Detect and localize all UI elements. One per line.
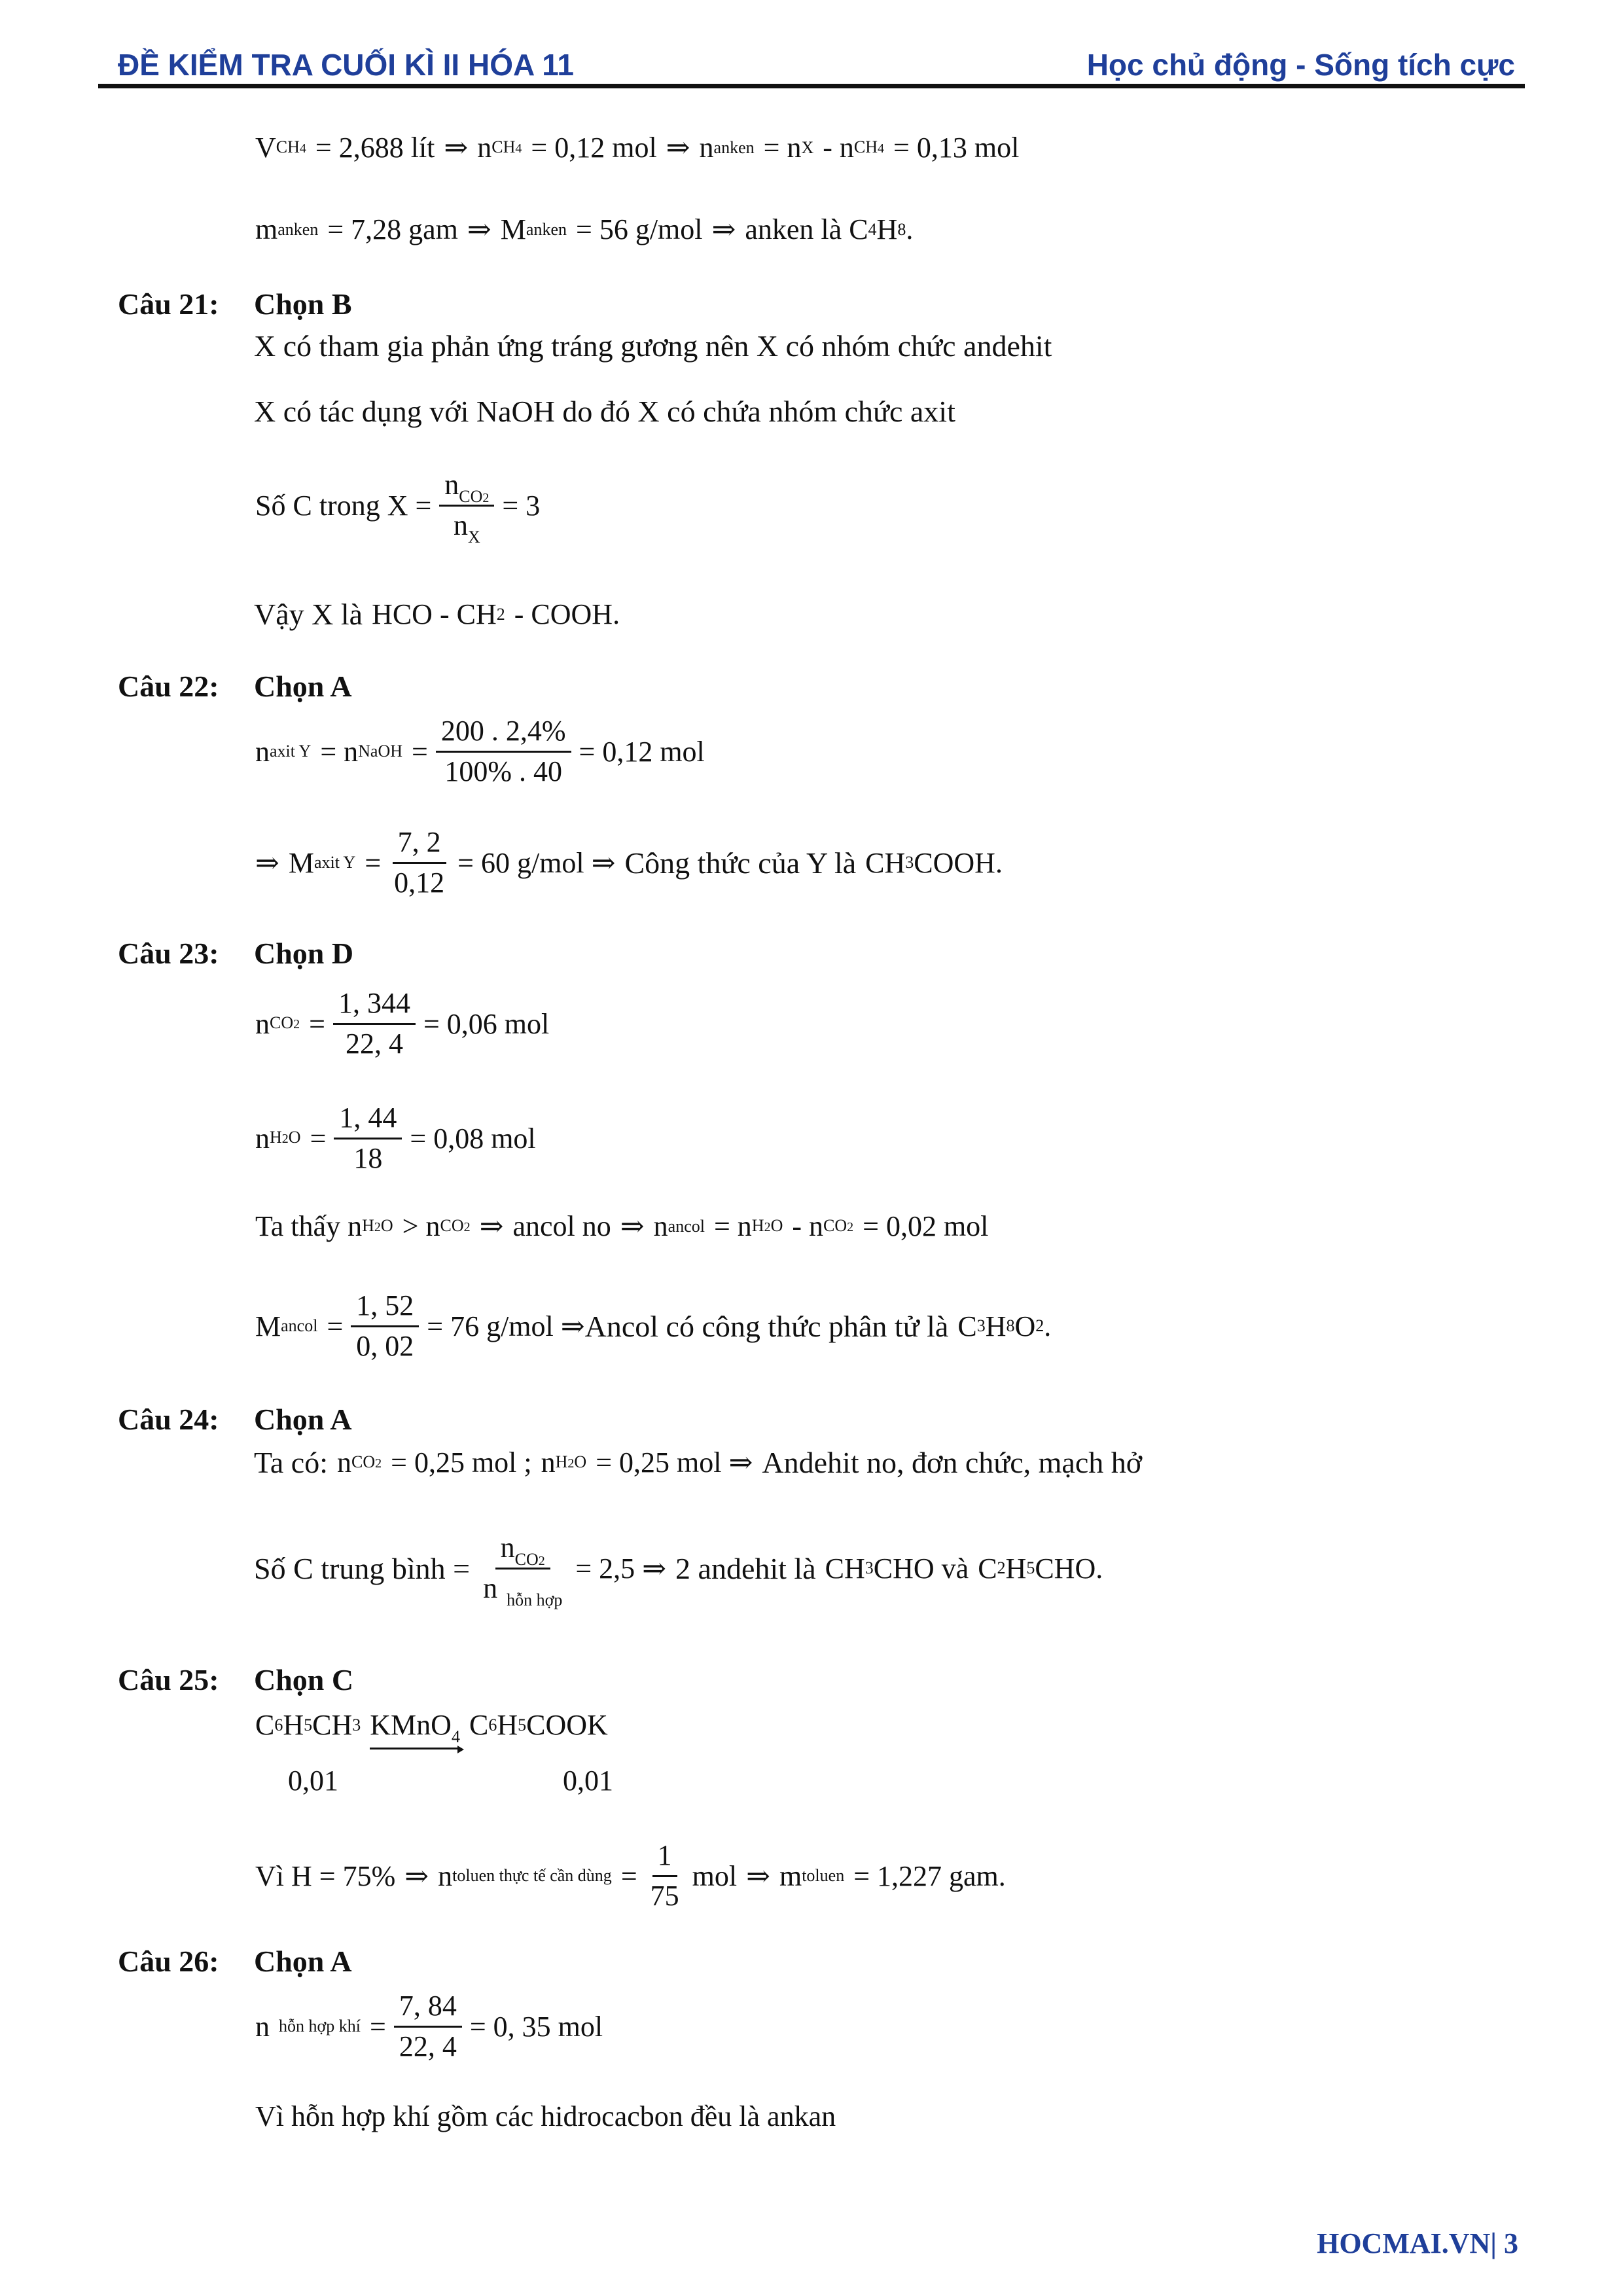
q21-text-2: X có tác dụng với NaOH do đó X có chứa nhóm chức axit [254, 395, 955, 428]
question-26-answer: Chọn A [254, 1945, 352, 1978]
q25-amount-reactant: 0,01 [288, 1765, 338, 1797]
question-21-answer: Chọn B [254, 287, 352, 321]
q23-moles-h2o: n H2O = $\frac{1, 44}{18}$ = 0,08 mol [255, 1102, 536, 1174]
q24-average-carbon: Số C trung bình = $\frac{n_{CO2}}{n _{hỗn hợp}}$ = 2,5 ⇒ 2 andehit là CH 3 CHO và C 2 H 5 CHO. [254, 1532, 1103, 1609]
q25-reaction: C 6 H 5 CH 3 KMnO$_4$ C 6 H 5 COOK [255, 1709, 608, 1746]
q25-yield-calc: Vì H = 75% ⇒ n toluen thực tế cần dùng = $\frac{1}{75}$ mol ⇒ m toluen = 1,227 gam. [255, 1839, 1006, 1912]
question-25-answer: Chọn C [254, 1663, 354, 1696]
q25-amount-product: 0,01 [563, 1765, 613, 1797]
q22-moles-acid: n axit Y = n NaOH = $\frac{200 . 2,4\%}{100\% . 40}$ = 0,12 mol [255, 715, 705, 787]
question-23-label: Câu 23: [118, 937, 219, 970]
footer-page-number: HOCMAI.VN| 3 [1317, 2227, 1518, 2259]
q23-molar-mass: M ancol = $\frac{1, 52}{0, 02}$ = 76 g/mol ⇒ Ancol có công thức phân tử là C 3 H 8 O 2 . [255, 1289, 1052, 1362]
q21-carbon-count: Số C trong X = $\frac{n_{CO2}}{n_X}$ = 3 [255, 469, 541, 547]
question-22-answer: Chọn A [254, 670, 352, 703]
q26-moles-gas: n hỗn hợp khí = $\frac{7, 84}{22, 4}$ = 0, 35 mol [255, 1990, 603, 2062]
question-25-label: Câu 25: [118, 1663, 219, 1696]
formula-line-anken: m anken = 7,28 gam ⇒ M anken = 56 g/mol ⇒ anken là C 4 H 8 . [255, 213, 914, 245]
header-title: ĐỀ KIỂM TRA CUỐI KÌ II HÓA 11 [118, 48, 574, 82]
header-divider [98, 84, 1525, 88]
q24-given: Ta có: n CO2 = 0,25 mol ; n H2O = 0,25 mol ⇒ Andehit no, đơn chức, mạch hở [254, 1446, 1143, 1479]
formula-line-vch4: V CH4 = 2,688 lít ⇒ n CH4 = 0,12 mol ⇒ n anken = n X - n CH4 = 0,13 mol [255, 132, 1020, 164]
header-slogan: Học chủ động - Sống tích cực [1086, 48, 1515, 82]
q23-moles-co2: n CO2 = $\frac{1, 344}{22, 4}$ = 0,06 mol [255, 987, 550, 1060]
question-22-label: Câu 22: [118, 670, 219, 703]
q22-molar-mass: ⇒ M axit Y = $\frac{7, 2}{0,12}$ = 60 g/mol ⇒ Công thức của Y là CH 3 COOH. [255, 826, 1003, 899]
question-24-answer: Chọn A [254, 1403, 352, 1436]
q21-conclusion: Vậy X là HCO - CH 2 - COOH. [254, 598, 620, 631]
q26-text: Vì hỗn hợp khí gồm các hidrocacbon đều là ankan [255, 2100, 836, 2132]
question-24-label: Câu 24: [118, 1403, 219, 1436]
question-23-answer: Chọn D [254, 937, 354, 970]
question-26-label: Câu 26: [118, 1945, 219, 1978]
q21-text-1: X có tham gia phản ứng tráng gương nên X có nhóm chức andehit [254, 329, 1052, 363]
question-21-label: Câu 21: [118, 287, 219, 321]
q23-comparison: Ta thấy n H2O > n CO2 ⇒ ancol no ⇒ n ancol = n H2O - n CO2 = 0,02 mol [255, 1210, 989, 1242]
reaction-arrow: KMnO$_4$ [370, 1709, 460, 1746]
